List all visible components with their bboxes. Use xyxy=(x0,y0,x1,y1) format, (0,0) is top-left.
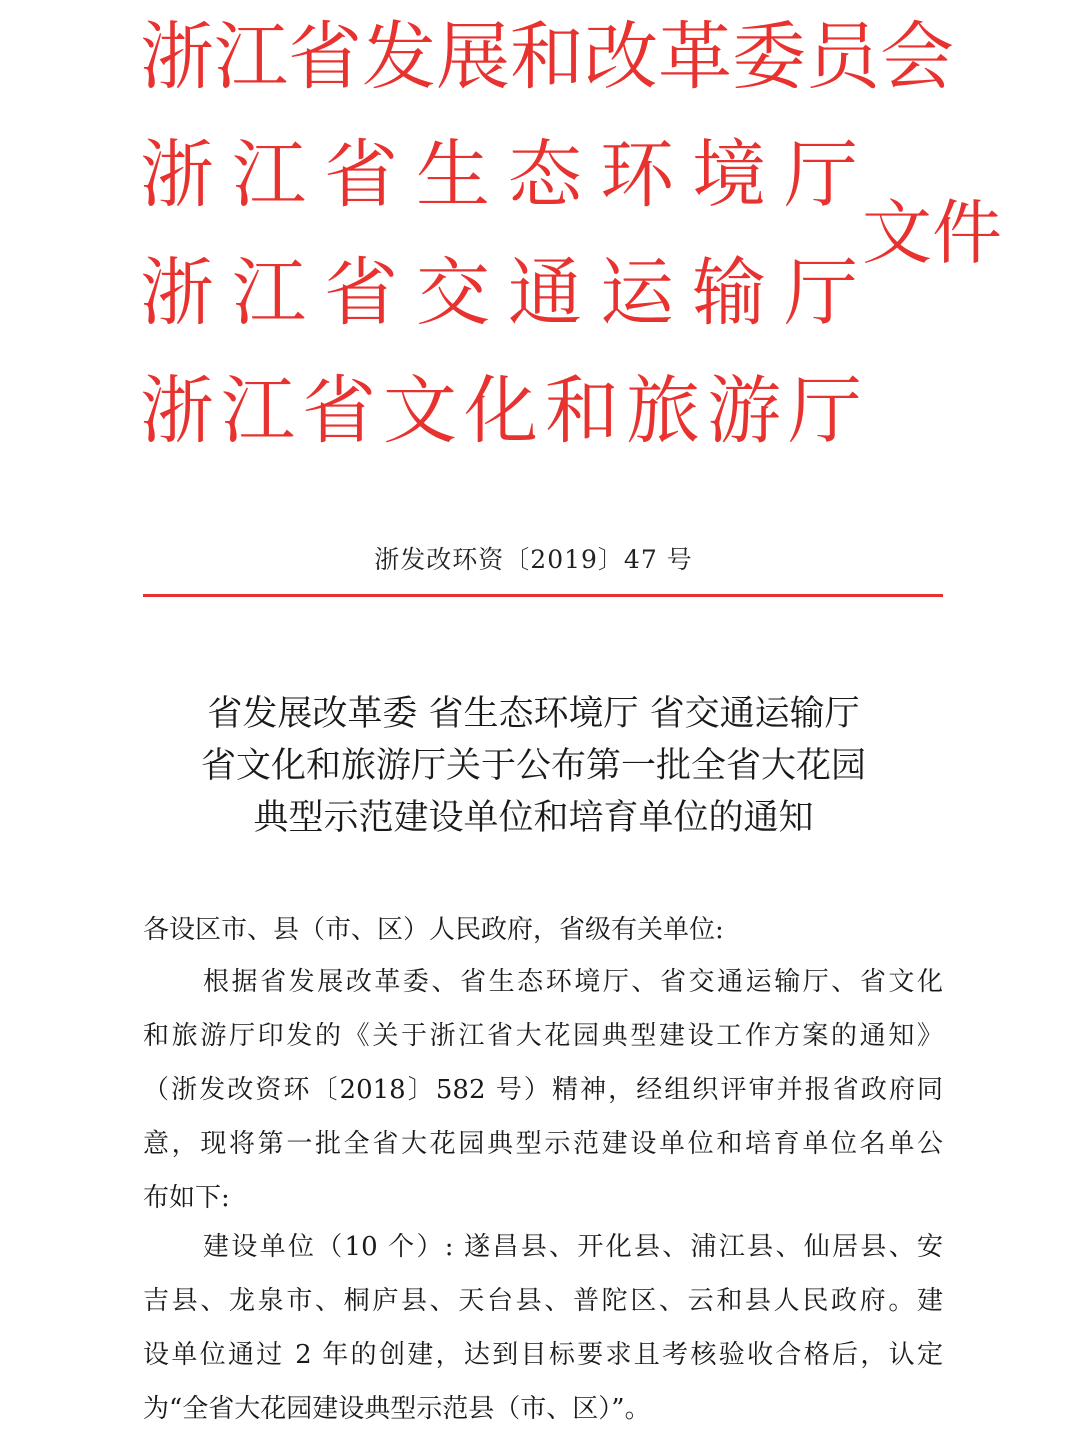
title-line-3: 典型示范建设单位和培育单位的通知 xyxy=(253,798,814,838)
paragraph-1-line-4: 意，现将第一批全省大花园典型示范建设单位和培育单位名单公 xyxy=(143,1129,943,1159)
document-number: 浙发改环资〔2019〕47 号 xyxy=(374,545,693,574)
paragraph-2 xyxy=(143,1220,943,1436)
issuing-org-line-2: 浙江省生态环境厅 xyxy=(140,132,876,218)
paragraph-1-line-2: 和旅游厅印发的《关于浙江省大花园典型建设工作方案的通知》 xyxy=(143,1021,943,1051)
paragraph-2-line-1: 建设单位（10 个）: 遂昌县、开化县、浦江县、仙居县、安 xyxy=(203,1232,943,1262)
paragraph-1-line-1: 根据省发展改革委、省生态环境厅、省交通运输厅、省文化 xyxy=(203,967,943,997)
paragraph-1-line-5: 布如下: xyxy=(143,1183,230,1213)
paragraph-2-line-4: 为“全省大花园建设典型示范县（市、区）”。 xyxy=(143,1394,651,1424)
paragraph-1-line-3: （浙发改资环〔2018〕582 号）精神，经组织评审并报省政府同 xyxy=(143,1075,943,1105)
issuing-org-line-1: 浙江省发展和改革委员会 xyxy=(140,14,954,100)
paragraph-1 xyxy=(143,955,943,1225)
title-line-1: 省发展改革委 省生态环境厅 省交通运输厅 xyxy=(207,694,860,734)
document-suffix: 文件 xyxy=(862,192,1002,274)
paragraph-2-line-2: 吉县、龙泉市、桐庐县、天台县、普陀区、云和县人民政府。建 xyxy=(143,1286,943,1316)
issuing-org-line-3: 浙江省交通运输厅 xyxy=(140,250,876,336)
issuing-org-line-4: 浙江省文化和旅游厅 xyxy=(140,368,869,454)
salutation: 各设区市、县（市、区）人民政府，省级有关单位: xyxy=(143,915,724,945)
document-title xyxy=(0,688,1067,844)
title-line-2: 省文化和旅游厅关于公布第一批全省大花园 xyxy=(200,746,866,786)
paragraph-2-line-3: 设单位通过 2 年的创建，达到目标要求且考核验收合格后，认定 xyxy=(143,1340,943,1370)
red-divider-line xyxy=(143,594,943,597)
